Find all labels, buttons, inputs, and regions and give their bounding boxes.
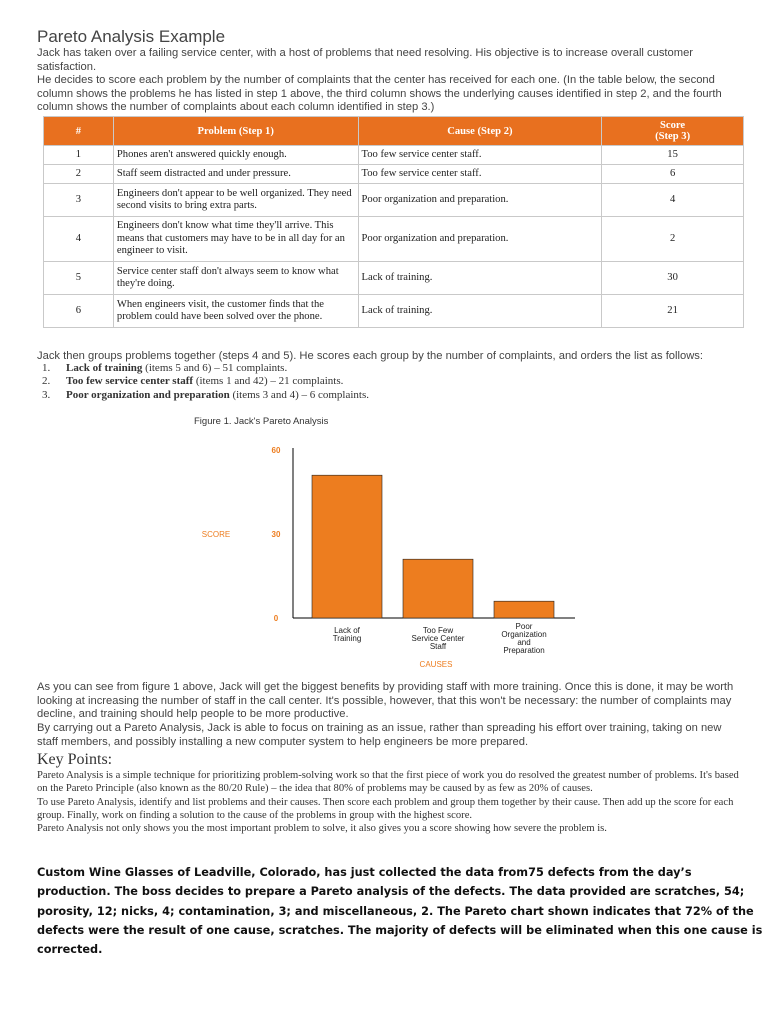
cell-problem: Engineers don't know what time they'll arrive. This means that customers may have to be in all day for an engineer to visit.: [113, 217, 358, 262]
header-score: [602, 117, 744, 146]
cell-score: 21: [602, 295, 744, 328]
bar: [312, 475, 382, 618]
list-item: [42, 362, 369, 375]
groups-intro: Jack then groups problems together (steps 4 and 5). He scores each group by the number of complaints, and orders the list as follows:: [37, 350, 704, 362]
cell-num: 3: [44, 184, 114, 217]
body-paragraph: By carrying out a Pareto Analysis, Jack is able to focus on training as an issue, rather than spreading his effort over training, taking on new staff members, and possibly installing a new computer system to help engineers be more prepared.: [37, 722, 722, 748]
cell-problem: When engineers visit, the customer finds that the problem could have been solved over the phone.: [113, 295, 358, 328]
table-header-row: [44, 117, 744, 146]
intro-paragraph: He decides to score each problem by the number of complaints that the center has received for each one. (In the table below, the second column shows the problems he has listed in step 1 above, the third column shows the underlying causes identified in step 2, and the fourth column shows the number of complaints about each column identified in step 3.): [37, 74, 722, 114]
cell-problem: Staff seem distracted and under pressure.: [113, 165, 358, 184]
cell-num: 2: [44, 165, 114, 184]
body-section: [37, 681, 745, 750]
chart-title: Figure 1. Jack's Pareto Analysis: [194, 416, 329, 427]
x-tick-label: Too Few: [422, 626, 454, 635]
cell-cause: Lack of training.: [358, 262, 602, 295]
cell-cause: Poor organization and preparation.: [358, 217, 602, 262]
cell-cause: Too few service center staff.: [358, 165, 602, 184]
cell-cause: Poor organization and preparation.: [358, 184, 602, 217]
page-title: Pareto Analysis Example: [37, 27, 226, 46]
cell-problem: Service center staff don't always seem to know what they're doing.: [113, 262, 358, 295]
cell-score: 6: [602, 165, 744, 184]
header-score-line2: (Step 3): [655, 131, 691, 142]
header-cause: Cause (Step 2): [358, 117, 602, 146]
y-tick-label: 0: [273, 614, 279, 623]
x-axis-label: CAUSES: [419, 660, 453, 669]
header-score-line1: Score: [660, 120, 686, 131]
cell-score: 2: [602, 217, 744, 262]
cell-problem: Engineers don't appear to be well organized. They need second visits to bring extra parts.: [113, 184, 358, 217]
cell-num: 1: [44, 146, 114, 165]
key-points-heading: Key Points:: [37, 751, 113, 768]
table-row: [44, 217, 744, 262]
cell-num: 6: [44, 295, 114, 328]
cell-num: 5: [44, 262, 114, 295]
x-tick-label: Preparation: [503, 646, 545, 655]
list-number: 2.: [42, 375, 51, 388]
y-axis-label: SCORE: [201, 530, 231, 539]
key-point-paragraph: To use Pareto Analysis, identify and list problems and their causes. Then score each problem and group them together by their cause. Then add up the score for each group. Finally, work on finding a solution to the cause of the problems in group with the highest score.: [37, 796, 734, 821]
closing-paragraph: Custom Wine Glasses of Leadville, Colorado, has just collected the data from75 defects from the day’s production. The boss decides to prepare a Pareto analysis of the defects. The data provided are scratches, 54; porosity, 12; nicks, 4; contamination, 3; and miscellaneous, 2. The Pareto chart shown indicates that 72% of the defects were the result of one cause, scratches. The majority of defects will be eliminated when this one cause is corrected.: [37, 866, 763, 957]
cell-cause: Too few service center staff.: [358, 146, 602, 165]
key-point-paragraph: Pareto Analysis not only shows you the most important problem to solve, it also gives you a score showing how severe the problem is.: [37, 823, 607, 835]
header-num: #: [44, 117, 114, 146]
cell-cause: Lack of training.: [358, 295, 602, 328]
x-tick-label: Lack of: [334, 626, 360, 635]
bar: [403, 559, 473, 618]
header-problem: Problem (Step 1): [113, 117, 358, 146]
problems-table: [43, 116, 744, 328]
groups-list: [42, 362, 369, 402]
group-detail: (items 5 and 6) – 51 complaints.: [142, 362, 288, 374]
key-point-paragraph: Pareto Analysis is a simple technique for prioritizing problem-solving work so that the first piece of work you do resolved the greatest number of problems. It's based on the Pareto Principle (also known as the 80/20 Rule) – the idea that 80% of problems may be caused by as few as 20% of causes.: [37, 770, 739, 795]
y-tick-label: 60: [271, 446, 281, 455]
group-detail: (items 1 and 42) – 21 complaints.: [193, 375, 344, 388]
x-tick-label: Organization: [501, 630, 547, 639]
intro-section: [37, 47, 737, 115]
table-row: [44, 146, 744, 165]
cell-score: 30: [602, 262, 744, 295]
body-paragraph: As you can see from figure 1 above, Jack will get the biggest benefits by providing staff with more training. Once this is done, it may be worth looking at increasing the number of staff in the call center. It's possible, however, that this won't be necessary: the number of complaints may decline, and training should help people to be more productive.: [37, 681, 734, 721]
group-detail: (items 3 and 4) – 6 complaints.: [229, 388, 369, 401]
pareto-chart: [180, 410, 600, 672]
x-tick-label: Training: [332, 634, 362, 643]
y-tick-label: 30: [271, 530, 281, 539]
cell-score: 15: [602, 146, 744, 165]
x-tick-label: Staff: [429, 642, 447, 651]
list-item: [42, 375, 369, 388]
table-row: [44, 262, 744, 295]
list-number: 1.: [42, 362, 51, 374]
table-row: [44, 165, 744, 184]
list-number: 3.: [42, 388, 51, 401]
x-tick-label: Service Center: [411, 634, 465, 643]
x-tick-label: Poor: [515, 622, 533, 631]
intro-paragraph: Jack has taken over a failing service center, with a host of problems that need resolving. His objective is to increase overall customer satisfaction.: [37, 47, 694, 73]
list-item: [42, 389, 369, 402]
group-name: Poor organization and preparation: [66, 388, 230, 401]
table-row: [44, 184, 744, 217]
key-points-section: [37, 769, 747, 835]
x-tick-label: and: [517, 638, 531, 647]
cell-score: 4: [602, 184, 744, 217]
cell-problem: Phones aren't answered quickly enough.: [113, 146, 358, 165]
group-name: Too few service center staff: [66, 375, 194, 388]
group-name: Lack of training: [66, 362, 143, 374]
cell-num: 4: [44, 217, 114, 262]
bar: [494, 601, 554, 618]
table-row: [44, 295, 744, 328]
